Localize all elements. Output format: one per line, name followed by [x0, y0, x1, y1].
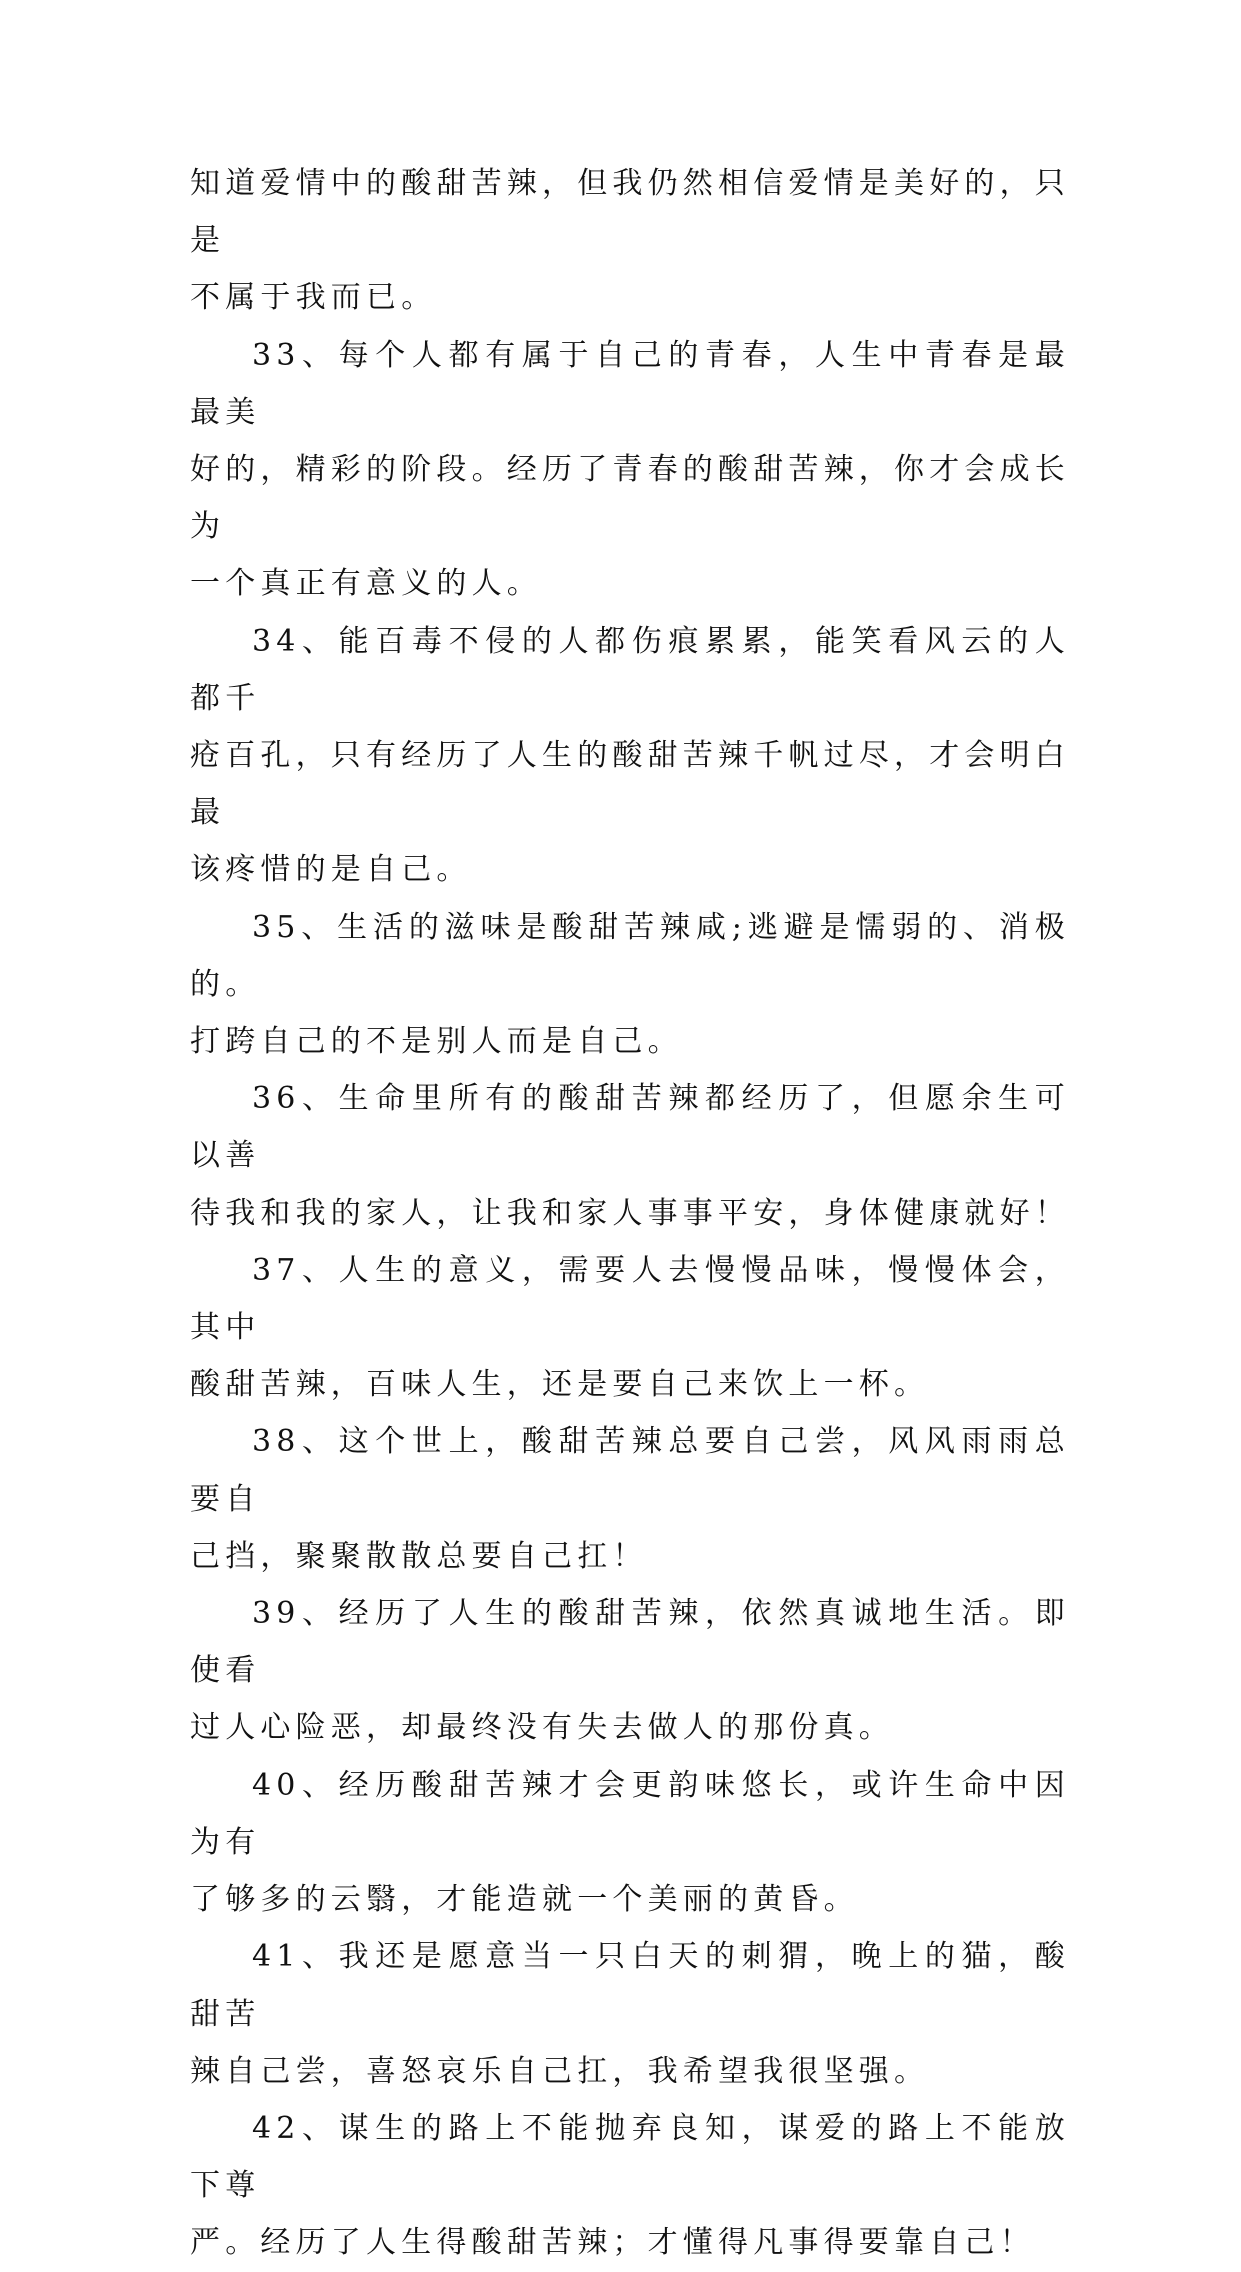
text-line: 不属于我而已。 — [190, 280, 437, 316]
paragraph-35 — [190, 899, 1070, 1071]
text-line: 辣自己尝，喜怒哀乐自己扛，我希望我很坚强。 — [190, 2053, 930, 2089]
text-line: 己挡，聚聚散散总要自己扛！ — [190, 1538, 648, 1574]
document-body — [190, 155, 1070, 2272]
text-line: 一个真正有意义的人。 — [190, 566, 542, 602]
paragraph-34 — [190, 613, 1070, 899]
text-line: 36、生命里所有的酸甜苦辣都经历了，但愿余生可以善 — [190, 1081, 1070, 1174]
text-line: 好的，精彩的阶段。经历了青春的酸甜苦辣，你才会成长为 — [190, 452, 1070, 545]
text-line: 40、经历酸甜苦辣才会更韵味悠长，或许生命中因为有 — [190, 1767, 1070, 1860]
text-line: 打跨自己的不是别人而是自己。 — [190, 1024, 683, 1060]
paragraph-36 — [190, 1070, 1070, 1242]
text-line: 严。经历了人生得酸甜苦辣；才懂得凡事得要靠自己！ — [190, 2225, 1035, 2261]
text-line: 42、谋生的路上不能抛弃良知，谋爱的路上不能放下尊 — [190, 2110, 1070, 2204]
text-line: 33、每个人都有属于自己的青春，人生中青春是最最美 — [190, 337, 1070, 430]
paragraph-38 — [190, 1413, 1070, 1585]
paragraph-37 — [190, 1242, 1070, 1414]
paragraph-39 — [190, 1585, 1070, 1757]
text-line: 41、我还是愿意当一只白天的刺猬，晚上的猫，酸甜苦 — [190, 1939, 1070, 2032]
text-line: 了够多的云翳，才能造就一个美丽的黄昏。 — [190, 1882, 859, 1918]
text-line: 35、生活的滋味是酸甜苦辣咸;逃避是懦弱的、消极的。 — [190, 909, 1070, 1002]
text-line: 34、能百毒不侵的人都伤痕累累，能笑看风云的人都千 — [190, 623, 1070, 716]
text-line: 待我和我的家人，让我和家人事事平安，身体健康就好！ — [190, 1195, 1070, 1231]
paragraph-40 — [190, 1757, 1070, 1929]
text-line: 过人心险恶，却最终没有失去做人的那份真。 — [190, 1710, 894, 1746]
text-line: 酸甜苦辣，百味人生，还是要自己来饮上一杯。 — [190, 1367, 930, 1403]
text-line: 该疼惜的是自己。 — [190, 852, 472, 888]
paragraph-42 — [190, 2100, 1070, 2272]
text-line: 37、人生的意义，需要人去慢慢品味，慢慢体会，其中 — [190, 1252, 1070, 1346]
text-line: 39、经历了人生的酸甜苦辣，依然真诚地生活。即使看 — [190, 1596, 1070, 1689]
text-line: 38、这个世上，酸甜苦辣总要自己尝，风风雨雨总要自 — [190, 1424, 1070, 1517]
paragraph-41 — [190, 1928, 1070, 2100]
text-line: 知道爱情中的酸甜苦辣，但我仍然相信爱情是美好的，只是 — [190, 166, 1070, 259]
paragraph-33 — [190, 327, 1070, 613]
text-line: 疮百孔，只有经历了人生的酸甜苦辣千帆过尽，才会明白最 — [190, 738, 1070, 831]
paragraph-continuation — [190, 155, 1070, 327]
